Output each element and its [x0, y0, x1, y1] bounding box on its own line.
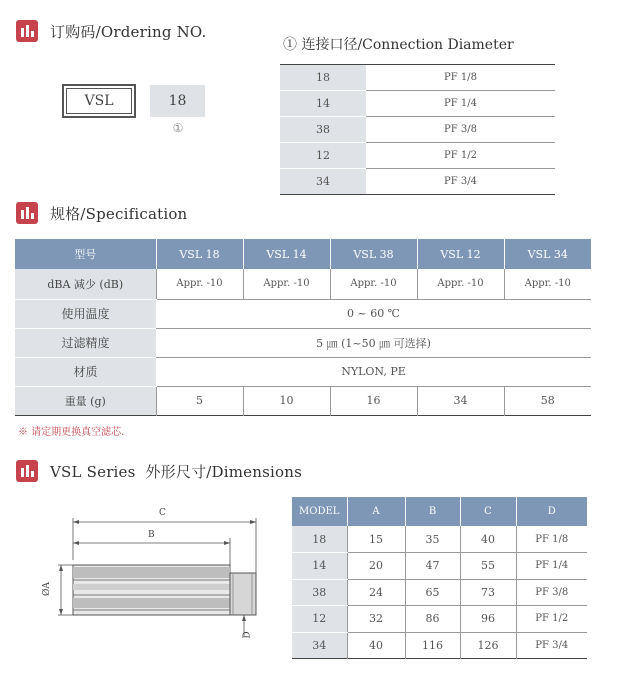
filter-value: 5 ㎛ (1~50 ㎛ 可选择) — [156, 328, 591, 357]
temp-value: 0 ~ 60 ℃ — [156, 299, 591, 328]
section-icon — [16, 460, 38, 482]
dim-value: 86 — [405, 606, 460, 633]
dim-value: 20 — [347, 553, 405, 580]
dim-model: 38 — [292, 579, 347, 606]
connection-row — [280, 91, 555, 117]
dim-value: 96 — [460, 606, 516, 633]
dim-model: 14 — [292, 553, 347, 580]
section-icon — [16, 202, 38, 224]
dba-label: dBA 减少 (dB) — [15, 269, 156, 299]
section-icon — [16, 20, 38, 42]
dim-value: 73 — [460, 579, 516, 606]
dim-model: 18 — [292, 526, 347, 553]
connection-value: PF 3/4 — [444, 176, 477, 187]
dim-value: 47 — [405, 553, 460, 580]
weight-value: 10 — [243, 386, 330, 415]
weight-label: 重量 (g) — [15, 386, 156, 415]
dim-model: 12 — [292, 606, 347, 633]
dimensions-title: VSL Series 外形尺寸/Dimensions — [50, 462, 302, 481]
dim-header-b: B — [405, 497, 460, 526]
spec-title: 规格/Specification — [50, 204, 188, 223]
dim-value: 24 — [347, 579, 405, 606]
connection-value: PF 1/8 — [366, 65, 555, 91]
code-marker: ① — [172, 121, 184, 135]
dim-value: PF 1/2 — [516, 606, 587, 633]
code-value: 18 — [150, 85, 205, 117]
connection-code: 12 — [280, 143, 366, 169]
dim-row — [292, 553, 587, 580]
dim-value: 55 — [460, 553, 516, 580]
code-box-label: VSL — [66, 88, 132, 114]
material-label: 材质 — [15, 357, 156, 386]
material-value: NYLON, PE — [156, 357, 591, 386]
spec-temp-row — [15, 299, 591, 328]
dimensions-header — [16, 460, 302, 482]
label-c: C — [159, 508, 166, 518]
spec-model-col: VSL 12 — [417, 239, 504, 269]
spec-header — [16, 202, 187, 224]
connection-code: 34 — [280, 169, 366, 195]
spec-dba-row — [15, 269, 591, 299]
dim-value: 15 — [347, 526, 405, 553]
connection-code: 38 — [280, 117, 366, 143]
spec-weight-row — [15, 386, 591, 415]
label-a: ØA — [41, 582, 52, 596]
dim-row — [292, 579, 587, 606]
temp-label: 使用温度 — [15, 299, 156, 328]
dim-value: 65 — [405, 579, 460, 606]
connection-value: PF 3/8 — [366, 117, 555, 143]
dim-header-model: MODEL — [292, 497, 347, 526]
label-d: D — [242, 631, 253, 639]
connection-row — [280, 169, 555, 195]
dim-value: 35 — [405, 526, 460, 553]
dim-head-row — [292, 497, 587, 526]
spec-model-col: VSL 38 — [330, 239, 417, 269]
dba-value: Appr. -10 — [330, 269, 417, 299]
spec-model-col: VSL 14 — [243, 239, 330, 269]
spec-filter-row — [15, 328, 591, 357]
dim-value: PF 1/8 — [516, 526, 587, 553]
filter-body-shape — [73, 565, 256, 615]
weight-value: 16 — [330, 386, 417, 415]
dim-value: 40 — [347, 632, 405, 659]
dim-header-a: A — [347, 497, 405, 526]
dim-header-c: C — [460, 497, 516, 526]
spec-table — [15, 239, 591, 416]
filter-label: 过滤精度 — [15, 328, 156, 357]
connection-value: PF 1/4 — [366, 91, 555, 117]
dim-value: PF 3/8 — [516, 579, 587, 606]
connection-row — [280, 65, 555, 91]
spec-model-col: VSL 34 — [504, 239, 591, 269]
ordering-header — [16, 20, 207, 42]
connection-row — [280, 143, 555, 169]
label-b: B — [148, 530, 155, 540]
spec-material-row — [15, 357, 591, 386]
dim-value: PF 3/4 — [516, 632, 587, 659]
dimensions-table — [292, 497, 587, 659]
dim-row — [292, 632, 587, 659]
dim-value: 126 — [460, 632, 516, 659]
dim-value: 32 — [347, 606, 405, 633]
dba-value: Appr. -10 — [504, 269, 591, 299]
dim-value: 116 — [405, 632, 460, 659]
connection-code: 18 — [280, 65, 366, 91]
connection-table — [280, 64, 555, 195]
dba-value: Appr. -10 — [417, 269, 504, 299]
dim-row — [292, 606, 587, 633]
spec-model-col: VSL 18 — [156, 239, 243, 269]
connection-value: PF 1/2 — [366, 143, 555, 169]
connection-row — [280, 117, 555, 143]
dba-value: Appr. -10 — [156, 269, 243, 299]
dim-header-d: D — [516, 497, 587, 526]
spec-head-row — [15, 239, 591, 269]
weight-value: 58 — [504, 386, 591, 415]
weight-value: 5 — [156, 386, 243, 415]
spec-model-header: 型号 — [15, 239, 156, 269]
dba-value: Appr. -10 — [243, 269, 330, 299]
dim-row — [292, 526, 587, 553]
dim-model: 34 — [292, 632, 347, 659]
code-box — [62, 84, 136, 118]
connection-code: 14 — [280, 91, 366, 117]
dim-value: 40 — [460, 526, 516, 553]
weight-value: 34 — [417, 386, 504, 415]
spec-note: ※ 请定期更换真空滤芯. — [18, 427, 125, 438]
ordering-title: 订购码/Ordering NO. — [50, 22, 207, 41]
connection-title: ① 连接口径/Connection Diameter — [283, 37, 514, 53]
dim-value: PF 1/4 — [516, 553, 587, 580]
